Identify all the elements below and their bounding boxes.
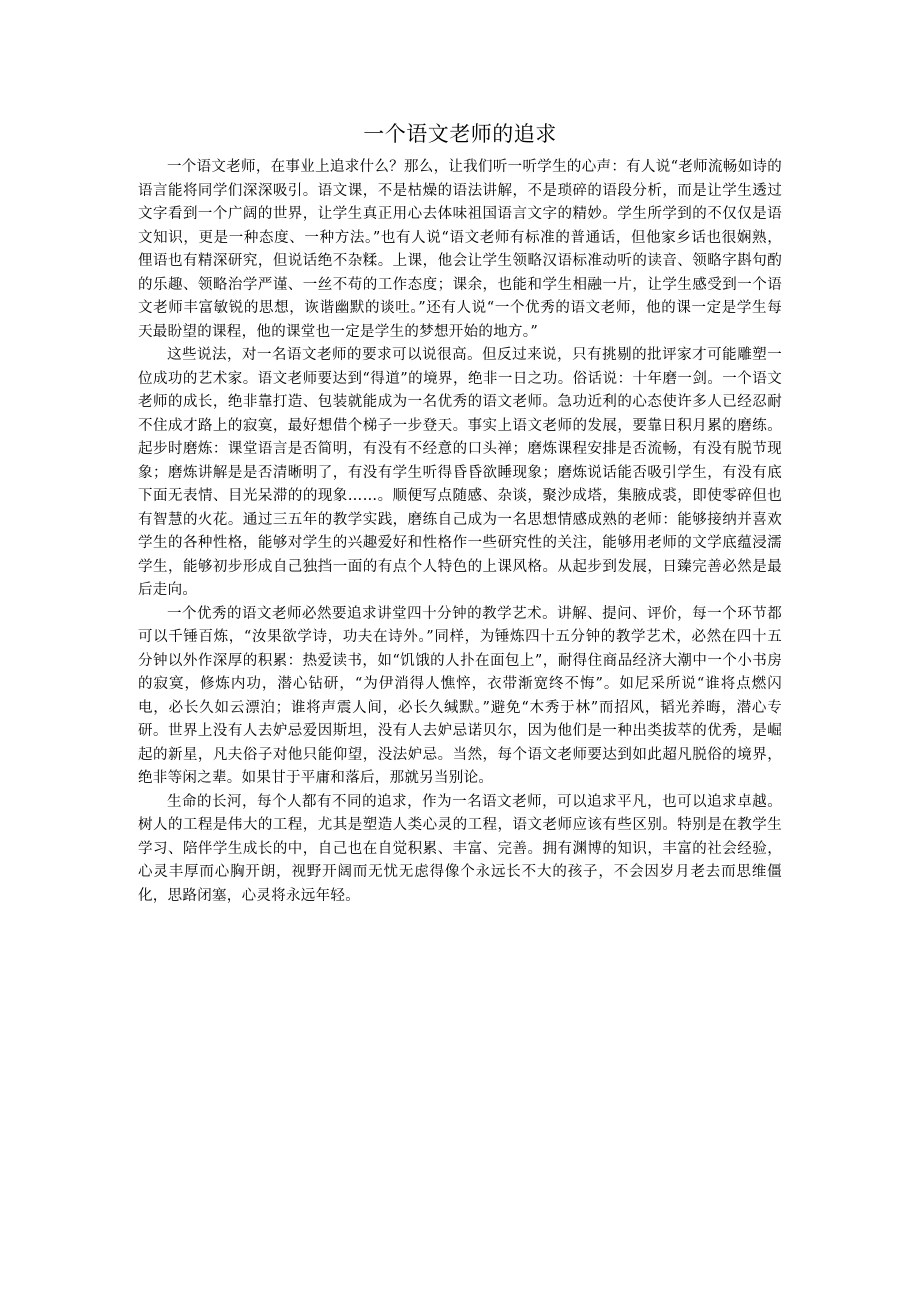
- paragraph-4: 生命的长河，每个人都有不同的追求，作为一名语文老师，可以追求平凡，也可以追求卓越。树人的工程是伟大的工程，尤其是塑造人类心灵的工程，语文老师应该有些区别。特别是在教学生学习、陪伴学生成长的中，自己也在自觉积累、丰富、完善。拥有渊博的知识，丰富的社会经验，心灵丰厚而心胸开朗，视野开阔而无忧无虑得像个永远长不大的孩子，不会因岁月老去而思维僵化，思路闭塞，心灵将永远年轻。: [138, 793, 782, 904]
- paragraph-2: 这些说法，对一名语文老师的要求可以说很高。但反过来说，只有挑剔的批评家才可能雕塑一位成功的艺术家。语文老师要达到“得道”的境界，绝非一日之功。俗话说：十年磨一剑。一个语文老师的成长，绝非靠打造、包装就能成为一名优秀的语文老师。急功近利的心态使许多人已经忍耐不住成才路上的寂寞，最好想借个梯子一步登天。事实上语文老师的发展，要靠日积月累的磨练。起步时磨炼：课堂语言是否简明，有没有不经意的口头禅；磨炼课程安排是否流畅，有没有脱节现象；磨炼讲解是是否清晰明了，有没有学生听得昏昏欲睡现象；磨炼说话能否吸引学生，有没有底下面无表情、目光呆滞的的现象……。顺便写点随感、杂谈，聚沙成塔，集腋成裘，即使零碎但也有智慧的火花。通过三五年的教学实践，磨练自己成为一名思想情感成熟的老师：能够接纳并喜欢学生的各种性格，能够对学生的兴趣爱好和性格作一些研究性的关注，能够用老师的文学底蕴浸濡学生，能够初步形成自己独挡一面的有点个人特色的上课风格。从起步到发展，日臻完善必然是最后走向。: [138, 347, 782, 598]
- document-page: [138, 118, 782, 908]
- paragraph-3: 一个优秀的语文老师必然要追求讲堂四十分钟的教学艺术。讲解、提问、评价，每一个环节都可以千锤百炼，“汝果欲学诗，功夫在诗外。”同样，为锤炼四十五分钟的教学艺术，必然在四十五分钟以外作深厚的积累：热爱读书，如“饥饿的人扑在面包上”，耐得住商品经济大潮中一个小书房的寂寞，修炼内功，潜心钻研，“为伊消得人憔悴，衣带渐宽终不悔”。如尼采所说“谁将点燃闪电，必长久如云漂泊；谁将声震人间，必长久缄默。”避免“木秀于林”而招风，韬光养晦，潜心专研。世界上没有人去妒忌爱因斯坦，没有人去妒忌诺贝尔，因为他们是一种出类拔萃的优秀，是崛起的新星，凡夫俗子对他只能仰望，没法妒忌。当然，每个语文老师要达到如此超凡脱俗的境界，绝非等闲之辈。如果甘于平庸和落后，那就另当别论。: [138, 605, 782, 786]
- paragraph-1: 一个语文老师，在事业上追求什么？那么，让我们听一听学生的心声：有人说“老师流畅如诗的语言能将同学们深深吸引。语文课，不是枯燥的语法讲解，不是琐碎的语段分析，而是让学生透过文字看到一个广阔的世界，让学生真正用心去体味祖国语言文字的精妙。学生所学到的不仅仅是语文知识，更是一种态度、一种方法。”也有人说“语文老师有标准的普通话，但他家乡话也很娴熟，俚语也有精深研究，但说话绝不杂糅。上课，他会让学生领略汉语标准动听的读音、领略字斟句酌的乐趣、领略治学严谨、一丝不苟的工作态度；课余，也能和学生相融一片，让学生感受到一个语文老师丰富敏锐的思想，诙谐幽默的谈吐。”还有人说“一个优秀的语文老师，他的课一定是学生每天最盼望的课程，他的课堂也一定是学生的梦想开始的地方。”: [138, 159, 782, 340]
- document-title: 一个语文老师的追求: [363, 122, 557, 146]
